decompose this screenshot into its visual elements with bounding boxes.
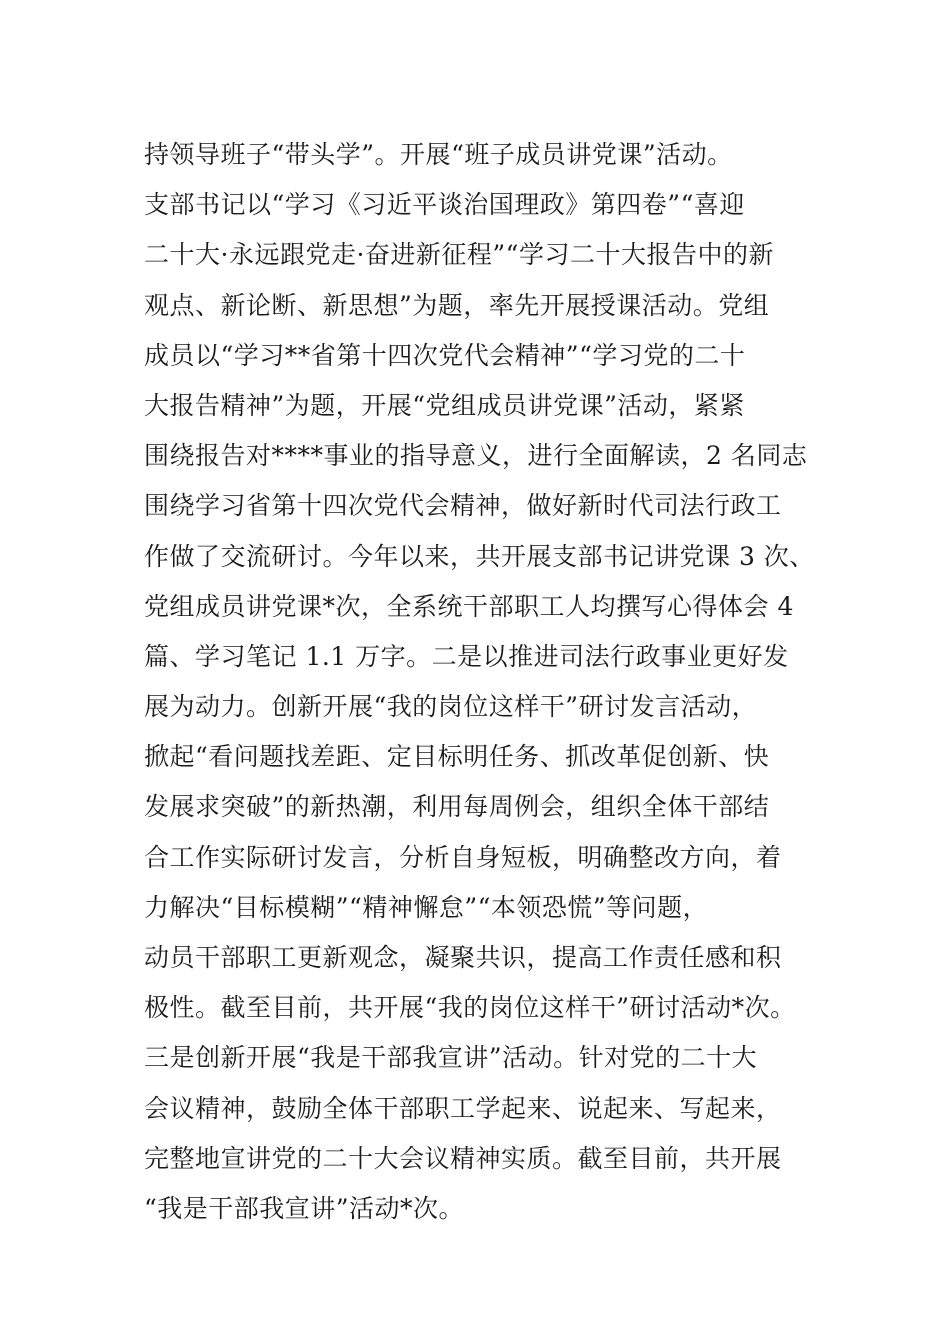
text-line: 合工作实际研讨发言，分析自身短板，明确整改方向，着 xyxy=(144,842,782,872)
text-line: 支部书记以“学习《习近平谈治国理政》第四卷”“喜迎 xyxy=(144,190,745,220)
text-line: 成员以“学习**省第十四次党代会精神”“学习党的二十 xyxy=(144,340,746,370)
text-line: 展为动力。创新开展“我的岗位这样干”研讨发言活动， xyxy=(144,692,758,722)
text-line: 持领导班子“带头学”。开展“班子成员讲党课”活动。 xyxy=(144,140,733,169)
text-line: 篇、学习笔记 1.1 万字。二是以推进司法行政事业更好发 xyxy=(144,641,789,671)
text-line: 党组成员讲党课*次，全系统干部职工人均撰写心得体会 4 xyxy=(144,591,794,621)
text-line: 围绕报告对****事业的指导意义，进行全面解读，2 名同志 xyxy=(144,441,808,471)
text-line: “我是干部我宣讲”活动*次。 xyxy=(144,1193,465,1223)
text-line: 极性。截至目前，共开展“我的岗位这样干”研讨活动*次。 xyxy=(144,993,796,1023)
text-line: 动员干部职工更新观念，凝聚共识，提高工作责任感和积 xyxy=(144,943,782,972)
text-line: 完整地宣讲党的二十大会议精神实质。截至目前，共开展 xyxy=(144,1143,782,1173)
text-line: 掀起“看问题找差距、定目标明任务、抓改革促创新、快 xyxy=(144,742,770,772)
text-line: 大报告精神”为题，开展“党组成员讲党课”活动，紧紧 xyxy=(144,390,745,420)
text-line: 发展求突破”的新热潮，利用每周例会，组织全体干部结 xyxy=(144,792,770,822)
body-text xyxy=(144,130,844,1234)
text-line: 二十大·永远跟党走·奋进新征程”“学习二十大报告中的新 xyxy=(144,240,774,270)
text-line: 作做了交流研讨。今年以来，共开展支部书记讲党课 3 次、 xyxy=(144,541,815,571)
text-line: 三是创新开展“我是干部我宣讲”活动。针对党的二十大 xyxy=(144,1043,758,1073)
text-line: 力解决“目标模糊”“精神懈怠”“本领恐慌”等问题， xyxy=(144,892,709,922)
text-line: 观点、新论断、新思想”为题，率先开展授课活动。党组 xyxy=(144,290,770,320)
text-line: 围绕学习省第十四次党代会精神，做好新时代司法行政工 xyxy=(144,491,782,521)
text-line: 会议精神，鼓励全体干部职工学起来、说起来、写起来， xyxy=(144,1093,782,1123)
